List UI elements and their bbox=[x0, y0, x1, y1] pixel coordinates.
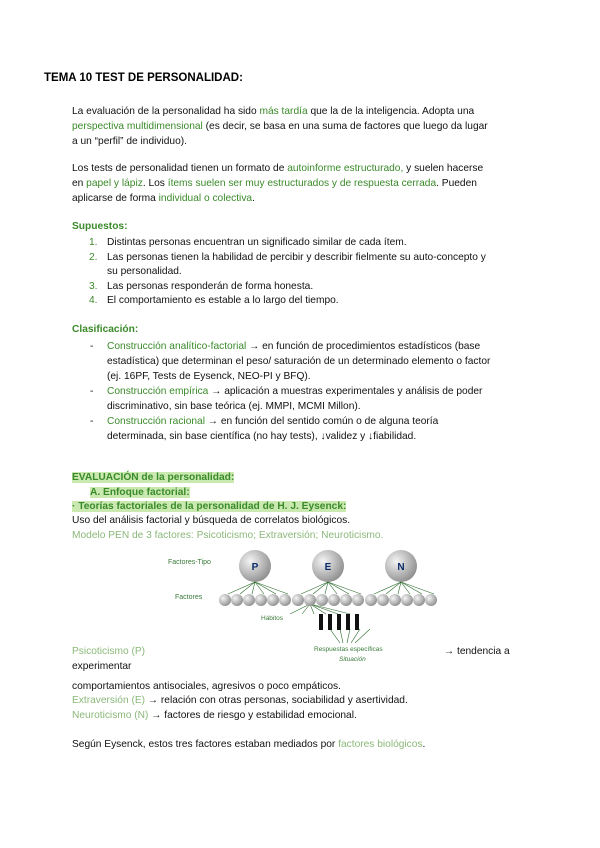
intro-text: (es decir, se basa en una suma de factores que luego da lugar bbox=[202, 121, 488, 132]
list-item: 3. Las personas responderán de forma honesta. bbox=[89, 280, 314, 292]
extraversion-line: Extraversión (E) → relación con otras personas, sociabilidad y asertividad. bbox=[72, 695, 408, 706]
intro-text: La evaluación de la personalidad ha sido bbox=[72, 106, 260, 117]
factor-nodes bbox=[219, 594, 437, 606]
intro-text: que la de la inteligencia. Adopta una bbox=[307, 106, 475, 117]
habit-bars bbox=[319, 614, 359, 630]
intro-text: a un “perfil” de individuo). bbox=[72, 136, 187, 147]
modelo-text: Modelo PEN de 3 factores: Psicoticismo; Extraversión; Neuroticismo. bbox=[72, 530, 384, 541]
closing-paragraph: Según Eysenck, estos tres factores estaban mediados por factores biológicos. bbox=[72, 739, 426, 750]
neuroticismo-line: Neuroticismo (N) → factores de riesgo y estabilidad emocional. bbox=[72, 710, 357, 721]
highlight-term: perspectiva multidimensional bbox=[72, 121, 203, 132]
list-item: 4. El comportamiento es estable a lo largo del tiempo. bbox=[89, 295, 339, 307]
svg-text:N: N bbox=[397, 562, 405, 573]
psicoticismo-term: Psicoticismo (P) bbox=[72, 646, 146, 657]
type-node-n bbox=[385, 550, 417, 582]
eysenck-hierarchy-diagram bbox=[165, 548, 440, 666]
supuestos-list bbox=[72, 236, 542, 309]
intro-text: . Los bbox=[142, 178, 168, 189]
intro-text: . bbox=[252, 193, 255, 204]
page-title: TEMA 10 TEST DE PERSONALIDAD: bbox=[44, 72, 243, 84]
intro-paragraph-2 bbox=[72, 161, 542, 206]
clasificacion-heading: Clasificación: bbox=[72, 324, 139, 335]
highlight-term: autoinforme estructurado, bbox=[287, 163, 404, 174]
type-node-e bbox=[312, 550, 344, 582]
respuestas-label: Respuestas específicas bbox=[314, 646, 383, 653]
theory-heading: · Teorías factoriales de la personalidad de H. J. Eysenck: bbox=[72, 501, 347, 512]
type-node-p bbox=[239, 550, 271, 582]
habitos-label: Hábitos bbox=[261, 615, 284, 622]
enfoque-heading: A. Enfoque factorial: bbox=[90, 487, 190, 498]
factores-tipo-label: Factores-Tipo bbox=[168, 559, 211, 566]
connector-lines bbox=[228, 582, 434, 643]
supuestos-heading: Supuestos: bbox=[72, 221, 128, 232]
list-item: 1. Distintas personas encuentran un significado similar de cada ítem. bbox=[89, 237, 407, 248]
highlight-term: individual o colectiva bbox=[158, 193, 253, 204]
intro-text: . Pueden bbox=[436, 178, 477, 189]
svg-text:E: E bbox=[324, 562, 332, 573]
intro-text: y suelen hacerse bbox=[403, 163, 484, 174]
factores-label: Factores bbox=[175, 594, 203, 601]
list-item: - Construcción racional → en función del sentido común o de alguna teoría determinada, sin base científica (no hay tests), ↓validez y ↓fiabilidad. bbox=[90, 416, 439, 442]
list-item: - Construcción empírica → aplicación a muestras experimentales y análisis de poder discriminativo, sin base teórica (ej. MMPI, MCMI Millon). bbox=[90, 386, 483, 412]
intro-text: en bbox=[72, 178, 87, 189]
intro-text: aplicarse de forma bbox=[72, 193, 159, 204]
intro-paragraph-1 bbox=[72, 104, 542, 149]
intro-text: Los tests de personalidad tienen un formato de bbox=[72, 163, 288, 174]
highlight-term: más tardía bbox=[259, 106, 308, 117]
list-item: - Construcción analítico-factorial → en función de procedimientos estadísticos (base estadística) que determinan el peso/ saturación de un determinado elemento o factor (ej. 16PF, Tests de Eysenck, NEO-PI y BFQ). bbox=[90, 341, 491, 382]
highlight-term: ítems suelen ser muy estructurados y de respuesta cerrada bbox=[167, 178, 437, 189]
psicoticismo-line3: comportamientos antisociales, agresivos o poco empáticos. bbox=[72, 681, 341, 692]
highlight-term: papel y lápiz bbox=[86, 178, 143, 189]
psicoticismo-line2: experimentar bbox=[72, 661, 132, 672]
svg-text:P: P bbox=[251, 562, 259, 573]
psicoticismo-arrow-text: → tendencia a bbox=[444, 646, 510, 657]
list-item: 2. Las personas tienen la habilidad de percibir y describir fielmente su auto-concepto y su personalidad. bbox=[89, 251, 486, 278]
evaluacion-heading: EVALUACIÓN de la personalidad: bbox=[72, 472, 235, 483]
uso-text: Uso del análisis factorial y búsqueda de correlatos biológicos. bbox=[72, 515, 351, 526]
clasificacion-list bbox=[72, 339, 542, 444]
situacion-label: Situación bbox=[339, 656, 366, 663]
